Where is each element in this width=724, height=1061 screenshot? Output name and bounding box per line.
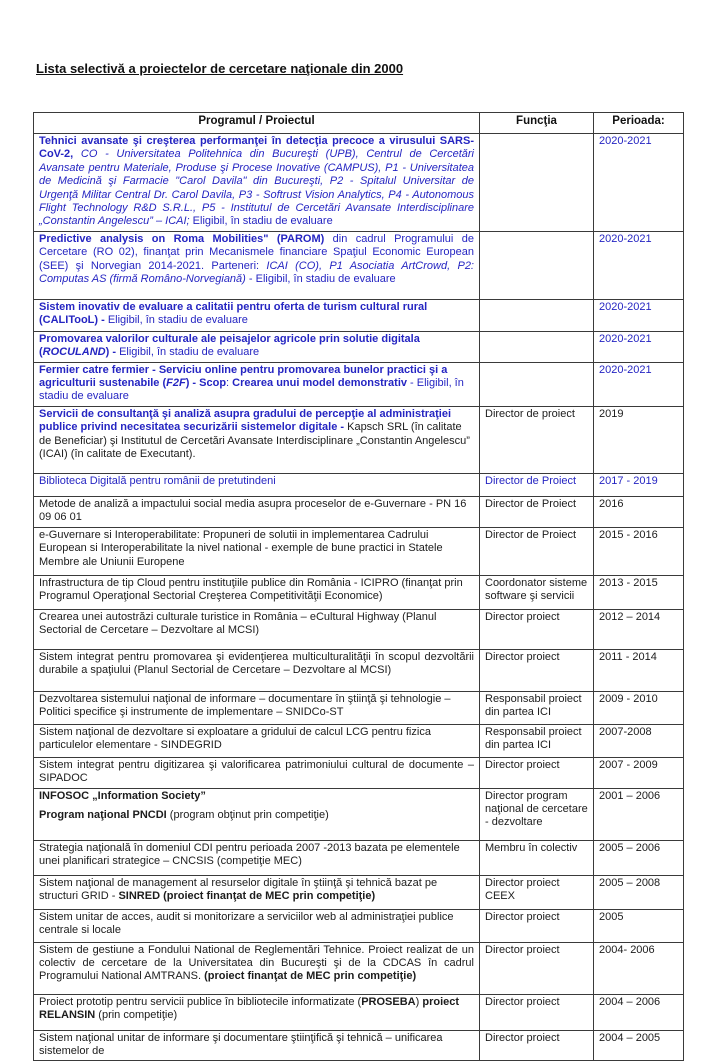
project-cell — [34, 331, 480, 362]
table-row — [34, 649, 684, 691]
project-cell — [34, 299, 480, 331]
function-cell: Coordonator sisteme software şi servicii — [480, 575, 594, 609]
project-text-segment: e-Guvernare si Interoperabilitate: Propuneri de solutii in implementarea Cadrului European si Interoperabilitate la nivel national - exemple de bune practici in Statele Membre ale Uniunii Europene — [39, 528, 443, 568]
project-text-segment: Sistem naţional unitar de informare şi documentare ştiinţifică şi tehnică – unificarea sistemelor de — [39, 1031, 443, 1057]
table-row — [34, 527, 684, 575]
table-row — [34, 757, 684, 788]
table-row — [34, 724, 684, 757]
project-text-segment: SINRED (proiect finanţat de MEC prin competiţie) — [118, 889, 376, 902]
project-text-segment: (proiect finanţat de MEC prin competiţie) — [204, 970, 417, 983]
function-cell: Director proiect — [480, 909, 594, 942]
project-text-segment: Sistem naţional de dezvoltare si exploatare a gridului de calcul LCG pentru fizica particulelor elementare - SINDEGRID — [39, 725, 431, 752]
table-row — [34, 134, 684, 232]
page-title: Lista selectivă a proiectelor de cercetare naţionale din 2000 — [36, 61, 404, 76]
function-cell: Director proiect CEEX — [480, 875, 594, 909]
project-text-segment: Eligibil, în stadiu de evaluare — [192, 215, 333, 228]
project-text-segment: ) - Scop — [185, 377, 227, 390]
project-cell — [34, 527, 480, 575]
table-row — [34, 691, 684, 724]
project-cell — [34, 134, 480, 232]
function-cell: Director proiect — [480, 649, 594, 691]
project-text-segment: Servicii de consultanţă şi analiză asupra gradului de percepţie al administraţiei publice privind necesitatea securizării sistemelor digitale - — [39, 407, 452, 434]
table-row — [34, 875, 684, 909]
function-cell: Director de Proiect — [480, 496, 594, 527]
period-cell: 2011 - 2014 — [594, 649, 684, 691]
project-text-segment: Strategia naţională în domeniul CDI pentru perioada 2007 -2013 bazata pe elementele unei planificari strategice – CNCSIS (competiţie MEC) — [39, 841, 460, 867]
project-text-segment: Dezvoltarea sistemului naţional de informare – documentare în ştiinţă şi tehnologie – Politici specifice şi instrumente de implementare – SNIDCo-ST — [39, 692, 451, 719]
table-row — [34, 840, 684, 875]
period-cell: 2020-2021 — [594, 134, 684, 232]
project-text-segment: (program obţinut prin competiţie) — [166, 808, 329, 821]
project-cell — [34, 231, 480, 299]
project-text-segment: (prin competiţie) — [95, 1008, 178, 1021]
period-cell: 2005 — [594, 909, 684, 942]
table-row — [34, 609, 684, 649]
project-cell — [34, 875, 480, 909]
project-text-segment: Eligibil, în stadiu de evaluare — [107, 314, 248, 327]
project-text-segment: din cadrul Programului de Cercetare (RO 02), finanţat prin Mecanismele financiare Spaţiul Economic European (SEE) şi Norvegian 2014-2021. Parteneri: — [39, 232, 474, 272]
project-text-segment: ) - — [105, 346, 120, 359]
function-cell: Director proiect — [480, 994, 594, 1030]
projects-table-body — [34, 134, 684, 1061]
period-cell: 2020-2021 — [594, 362, 684, 406]
project-text-segment: Kapsch SRL (în calitate de Beneficiar) şi Institutul de Cercetări Avansate Interdisciplinare „Constantin Angelescu” (ICAI) (în calitate de Executant). — [39, 421, 470, 461]
project-cell — [34, 691, 480, 724]
project-text-segment: INFOSOC „Information Society” — [39, 789, 206, 802]
project-text-segment: ) — [415, 995, 423, 1008]
table-row — [34, 788, 684, 840]
function-cell — [480, 299, 594, 331]
table-header — [34, 113, 684, 134]
projects-table — [33, 112, 684, 1061]
project-text-segment: Fermier catre fermier - Serviciu online pentru promovarea bunelor practici şi a agriculturii sustenabile ( — [39, 363, 448, 390]
project-cell — [34, 909, 480, 942]
project-text-segment: Predictive analysis on Roma Mobilities" (PAROM) — [39, 232, 333, 245]
period-cell: 2012 – 2014 — [594, 609, 684, 649]
project-text-segment: - Eligibil, în stadiu de evaluare — [245, 273, 396, 286]
project-text-segment: Sistem unitar de acces, audit si monitorizare a serviciilor web al administraţiei publice centrale si locale — [39, 910, 454, 936]
project-text-segment: Crearea unei autostrăzi culturale turistice in România – eCultural Highway (Planul Sectorial de Cercetare – Dezvoltare al MCSI) — [39, 610, 437, 637]
project-text-segment: Program naţional PNCDI — [39, 808, 167, 821]
period-cell: 2007-2008 — [594, 724, 684, 757]
project-text-segment: - Eligibil, în stadiu de evaluare — [39, 377, 464, 403]
period-cell: 2016 — [594, 496, 684, 527]
function-cell: Responsabil proiect din partea ICI — [480, 691, 594, 724]
table-row — [34, 331, 684, 362]
project-cell — [34, 575, 480, 609]
table-row — [34, 299, 684, 331]
project-text-segment: CO - Universitatea Politehnica din Bucureşti (UPB), Centrul de Cercetări Avansate pentru Materiale, Produse şi Procese Inovative (CAMPUS), P1 - Universitatea de Medicină şi Farmacie "Carol Davila" din Bucureşti, P2 - Spitalul Universitar de Urgenţă Militar Central Dr. Carol Davila, P3 - Softrust Vision Analytics, P4 - Autonomous Flight Technology R&D S.R.L., P5 - Institutul de Cercetări Avansate Interdisciplinare „Constantin Angelescu” – ICAI; — [39, 148, 474, 228]
function-cell — [480, 331, 594, 362]
table-row — [34, 406, 684, 473]
project-text-segment: Sistem integrat pentru digitizarea şi valorificarea patrimoniului cultural de documente – SIPADOC — [39, 758, 474, 785]
period-cell: 2004 – 2006 — [594, 994, 684, 1030]
period-cell: 2005 – 2006 — [594, 840, 684, 875]
period-cell: 2004- 2006 — [594, 942, 684, 994]
table-row — [34, 231, 684, 299]
table-row — [34, 909, 684, 942]
project-cell — [34, 406, 480, 473]
period-cell: 2020-2021 — [594, 299, 684, 331]
period-cell: 2019 — [594, 406, 684, 473]
function-cell — [480, 362, 594, 406]
column-header-period: Perioada: — [594, 113, 684, 134]
column-header-function: Funcţia — [480, 113, 594, 134]
project-text-segment: ROCULAND — [42, 346, 106, 359]
project-text-segment: ICAI (CO), P1 Asociatia ArtCrowd, P2: Computas AS (firmă Româno-Norvegiană) — [39, 259, 474, 286]
period-cell: 2005 – 2008 — [594, 875, 684, 909]
project-cell — [34, 840, 480, 875]
function-cell: Director de Proiect — [480, 473, 594, 496]
function-cell — [480, 231, 594, 299]
period-cell: 2017 - 2019 — [594, 473, 684, 496]
table-row — [34, 496, 684, 527]
project-text-segment: Eligibil, în stadiu de evaluare — [119, 346, 260, 359]
project-text-segment: PROSEBA — [361, 995, 416, 1008]
project-text-segment: : — [226, 377, 233, 390]
project-text-segment: Sistem naţional de management al resurselor digitale în ştiinţă şi tehnică bazat pe structuri GRID - — [39, 876, 438, 902]
function-cell: Responsabil proiect din partea ICI — [480, 724, 594, 757]
period-cell: 2013 - 2015 — [594, 575, 684, 609]
table-row — [34, 575, 684, 609]
project-text-segment: Promovarea valorilor culturale ale peisajelor agricole prin solutie digitala ( — [39, 332, 420, 359]
table-row — [34, 1030, 684, 1061]
function-cell — [480, 134, 594, 232]
project-text-segment: Sistem de gestiune a Fondului National de Reglementări Tehnice. Proiect realizat de un colectiv de cercetare de la Universitatea din Bucureşti şi de la CDCAS în cadrul Programului National AMTRANS. — [39, 943, 474, 983]
table-row — [34, 473, 684, 496]
function-cell: Director proiect — [480, 757, 594, 788]
project-cell — [34, 496, 480, 527]
function-cell: Director program naţional de cercetare - dezvoltare — [480, 788, 594, 840]
function-cell: Membru în colectiv — [480, 840, 594, 875]
project-text-segment: Tehnici avansate şi creşterea performanţei în detecţia precoce a virusului SARS-CoV-2, — [39, 135, 474, 161]
period-cell: 2004 – 2005 — [594, 1030, 684, 1061]
table-row — [34, 362, 684, 406]
period-cell: 2007 - 2009 — [594, 757, 684, 788]
period-cell: 2020-2021 — [594, 331, 684, 362]
project-cell — [34, 788, 480, 840]
table-row — [34, 942, 684, 994]
project-cell — [34, 1030, 480, 1061]
project-text-segment: Proiect prototip pentru servicii publice în bibliotecile informatizate ( — [39, 995, 362, 1008]
project-text-segment: Infrastructura de tip Cloud pentru instituţiile publice din România - ICIPRO (finanţat prin Programul Operaţional Sectorial Creşterea Competitivităţii Economice) — [39, 576, 463, 603]
project-text-segment: Sistem inovativ de evaluare a calitatii pentru oferta de turism cultural rural (CALITooL) - — [39, 300, 428, 327]
column-header-program: Programul / Proiectul — [34, 113, 480, 134]
project-cell — [34, 994, 480, 1030]
project-text-segment: Biblioteca Digitală pentru românii de pretutindeni — [39, 474, 276, 487]
function-cell: Director proiect — [480, 1030, 594, 1061]
period-cell: 2009 - 2010 — [594, 691, 684, 724]
project-text-segment: Crearea unui model demonstrativ — [232, 377, 407, 390]
period-cell: 2015 - 2016 — [594, 527, 684, 575]
period-cell: 2020-2021 — [594, 231, 684, 299]
project-text-segment: F2F — [166, 377, 186, 390]
project-text-segment: Sistem integrat pentru promovarea şi evidenţierea multiculturalităţii în scopul dezvoltării durabile a spaţiului (Planul Sectorial de Cercetare – Dezvoltare al MCSI) — [39, 650, 474, 677]
period-cell: 2001 – 2006 — [594, 788, 684, 840]
function-cell: Director proiect — [480, 609, 594, 649]
function-cell: Director de Proiect — [480, 527, 594, 575]
project-text-segment: Metode de analiză a impactului social media asupra proceselor de e-Guvernare - PN 16 09 06 01 — [39, 497, 467, 524]
table-row — [34, 994, 684, 1030]
function-cell: Director proiect — [480, 942, 594, 994]
project-cell — [34, 649, 480, 691]
project-cell — [34, 473, 480, 496]
project-cell — [34, 609, 480, 649]
project-cell — [34, 942, 480, 994]
project-cell — [34, 757, 480, 788]
function-cell: Director de proiect — [480, 406, 594, 473]
project-text-segment: proiect RELANSIN — [39, 995, 460, 1021]
project-cell — [34, 362, 480, 406]
project-cell — [34, 724, 480, 757]
